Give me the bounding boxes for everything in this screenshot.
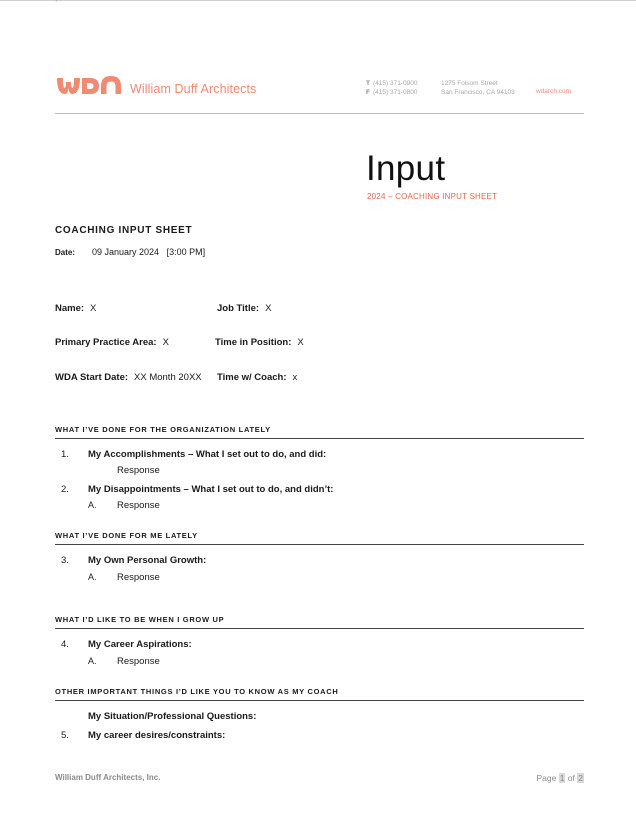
date-value [92,247,205,257]
item-question-situation: My Situation/Professional Questions: [88,711,257,722]
item-question-4: My Career Aspirations: [88,639,192,650]
start-date-field [55,372,202,383]
page-subtitle: 2024 – COACHING INPUT SHEET [367,192,498,201]
contact-address [441,80,515,97]
item-question-5: My career desires/constraints: [88,730,226,741]
practice-field [55,337,169,348]
name-label: Name: [55,303,85,314]
contact-phones [366,80,417,97]
item-response-2: Response [117,500,160,511]
time-in-position-label: Time in Position: [215,337,292,348]
time-with-coach-label: Time w/ Coach: [217,372,287,383]
job-title-label: Job Title: [217,303,260,314]
item-response-1: Response [117,465,160,476]
section-heading-aspirations: WHAT I’D LIKE TO BE WHEN I GROW UP [55,615,584,629]
name-field [55,303,96,314]
page-total: 2 [578,773,583,783]
website-link[interactable]: wdarch.com [536,88,572,95]
top-border [0,0,636,1]
name-value: X [90,303,97,314]
item-sub-label-2: A. [88,500,97,510]
item-number-3: 3. [61,555,69,566]
page-prefix: Page [536,773,557,783]
job-title-value: X [265,303,272,314]
page-current: 1 [559,773,565,783]
section-heading-organization: WHAT I’VE DONE FOR THE ORGANIZATION LATELY [55,425,584,439]
item-question-2: My Disappointments – What I set out to do, and didn’t: [88,484,334,495]
item-question-3: My Own Personal Growth: [88,555,207,566]
practice-label: Primary Practice Area: [55,337,157,348]
section-heading-personal: WHAT I’VE DONE FOR ME LATELY [55,531,584,545]
job-title-field [217,303,271,314]
time-in-position-field [215,337,304,348]
item-number-4: 4. [61,639,69,650]
practice-value: X [162,337,169,348]
time-in-position-value: X [297,337,304,348]
address-line-1: 1275 Folsom Street [441,80,498,87]
page-of: of [567,773,575,783]
date-text: 09 January 2024 [92,247,160,257]
phone-number: (415) 371-0900 [372,80,418,87]
start-date-label: WDA Start Date: [55,372,129,383]
item-response-4: Response [117,656,160,667]
item-number-1: 1. [61,449,69,460]
start-date-value: XX Month 20XX [134,372,202,383]
footer-company: William Duff Architects, Inc. [55,773,161,782]
item-number-5: 5. [61,730,69,741]
item-question-1: My Accomplishments – What I set out to do, and did: [88,449,327,460]
wda-logo [55,74,123,96]
time-with-coach-value: x [292,372,298,383]
time-with-coach-field [217,372,297,383]
header-divider [55,113,584,114]
item-number-2: 2. [61,484,69,495]
fax-number: (415) 371-0800 [372,88,418,96]
date-label: Date: [55,248,76,257]
item-response-3: Response [117,572,160,583]
address-line-2: San Francisco, CA 94103 [441,88,515,96]
item-sub-label-3: A. [88,572,97,582]
stray-mark: ` [55,0,58,9]
firm-name: William Duff Architects [130,82,257,96]
phone-label: T [366,80,370,87]
section-heading-coach: OTHER IMPORTANT THINGS I’D LIKE YOU TO KNOW AS MY COACH [55,687,584,701]
page-number [536,773,584,783]
sheet-heading: COACHING INPUT SHEET [55,225,193,236]
page-title: Input [366,149,446,188]
fax-label: F [366,88,370,96]
time-text: [3:00 PM] [166,247,206,257]
item-sub-label-4: A. [88,656,97,666]
